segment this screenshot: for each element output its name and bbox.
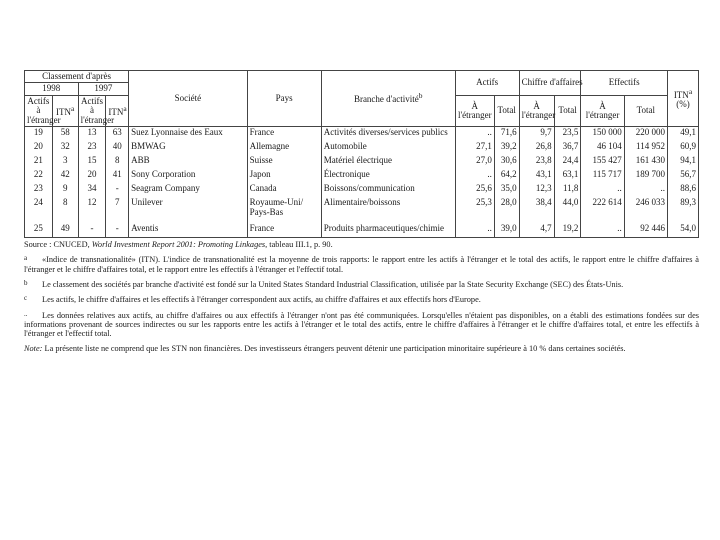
cell-eff-total: 246 033 <box>624 197 667 223</box>
cell-actifs-total: 39,0 <box>494 223 519 238</box>
cell-branche: Activités diverses/services publics <box>321 127 455 142</box>
cell-eff-total: 92 446 <box>624 223 667 238</box>
cell-itn-rank-1997: 41 <box>106 169 129 183</box>
cell-pays: Suisse <box>247 155 321 169</box>
cell-itn: 49,1 <box>667 127 698 142</box>
footnotes <box>24 240 699 354</box>
cell-rank-1998: 25 <box>25 223 53 238</box>
cell-rank-1997: 12 <box>78 197 106 223</box>
table-row <box>25 169 699 183</box>
cell-societe: Suez Lyonnaise des Eaux <box>129 127 248 142</box>
itn-label: ITN <box>108 106 124 117</box>
cell-eff-etranger: 46 104 <box>581 141 624 155</box>
cell-branche: Boissons/communication <box>321 183 455 197</box>
cell-societe: Sony Corporation <box>129 169 248 183</box>
header-year-1997: 1997 <box>78 83 129 95</box>
cell-rank-1998: 23 <box>25 183 53 197</box>
header-ca-total: Total <box>554 95 581 126</box>
cell-ca-etranger: 26,8 <box>519 141 554 155</box>
cell-eff-etranger: .. <box>581 223 624 238</box>
footnote-b <box>24 280 699 289</box>
cell-eff-total: 189 700 <box>624 169 667 183</box>
header-branche-label: Branche d'activité <box>353 94 419 105</box>
footnote-a <box>24 255 699 274</box>
source-title: World Investment Report 2001: Promoting Linkages <box>91 240 266 250</box>
cell-actifs-total: 71,6 <box>494 127 519 142</box>
transnational-table <box>24 70 699 238</box>
source-line <box>24 240 699 249</box>
cell-ca-etranger: 4,7 <box>519 223 554 238</box>
cell-actifs-etranger: 27,0 <box>455 155 494 169</box>
cell-eff-total: 220 000 <box>624 127 667 142</box>
cell-branche: Matériel électrique <box>321 155 455 169</box>
cell-pays: Royaume-Uni/ Pays-Bas <box>247 197 321 223</box>
cell-branche: Automobile <box>321 141 455 155</box>
header-branche <box>321 71 455 127</box>
cell-branche: Électronique <box>321 169 455 183</box>
header-year-1998: 1998 <box>25 83 79 95</box>
header-itn-pct <box>667 71 698 127</box>
cell-actifs-etranger: .. <box>455 223 494 238</box>
header-effectifs: Effectifs <box>581 71 668 96</box>
footnote-c <box>24 295 699 304</box>
header-branche-sup: b <box>418 91 423 101</box>
table-row <box>25 141 699 155</box>
cell-pays: France <box>247 223 321 238</box>
cell-societe: Seagram Company <box>129 183 248 197</box>
cell-eff-etranger: 150 000 <box>581 127 624 142</box>
cell-itn: 94,1 <box>667 155 698 169</box>
cell-ca-etranger: 12,3 <box>519 183 554 197</box>
cell-rank-1997: 20 <box>78 169 106 183</box>
header-actifs-etranger: À l'étranger <box>455 95 494 126</box>
cell-actifs-total: 30,6 <box>494 155 519 169</box>
header-eff-etranger: À l'étranger <box>581 95 624 126</box>
cell-actifs-etranger: 25,6 <box>455 183 494 197</box>
cell-itn-rank-1998: 58 <box>52 127 78 142</box>
cell-itn-rank-1997: 7 <box>106 197 129 223</box>
cell-ca-etranger: 38,4 <box>519 197 554 223</box>
header-actifs-etranger-1998: Actifs à l'étranger <box>25 95 53 126</box>
cell-ca-total: 19,2 <box>554 223 581 238</box>
cell-ca-total: 23,5 <box>554 127 581 142</box>
table-row <box>25 127 699 142</box>
cell-ca-total: 63,1 <box>554 169 581 183</box>
cell-rank-1997: 13 <box>78 127 106 142</box>
footnote-b-mark: b <box>24 279 28 288</box>
cell-rank-1998: 20 <box>25 141 53 155</box>
cell-eff-etranger: .. <box>581 183 624 197</box>
header-pays: Pays <box>247 71 321 127</box>
footnote-a-text: «Indice de transnationalité» (ITN). L'indice de transnationalité est la moyenne de trois rapports: le rapport entre les actifs à l'étranger et le total des actifs, le rapport entre le chiffre d'affaires à l'étranger et le chiffre d'affaires total, et le rapport entre les effectifs à l'étranger et l'effectif total. <box>24 255 699 274</box>
cell-actifs-etranger: 25,3 <box>455 197 494 223</box>
cell-societe: ABB <box>129 155 248 169</box>
cell-itn-rank-1998: 32 <box>52 141 78 155</box>
cell-pays: Japon <box>247 169 321 183</box>
cell-ca-etranger: 23,8 <box>519 155 554 169</box>
cell-rank-1997: 15 <box>78 155 106 169</box>
cell-rank-1998: 19 <box>25 127 53 142</box>
itn-sup: a <box>71 103 75 113</box>
cell-societe: Aventis <box>129 223 248 238</box>
note-label: Note: <box>24 344 43 354</box>
cell-rank-1997: 23 <box>78 141 106 155</box>
source-suffix: , tableau III.1, p. 90. <box>265 240 333 250</box>
header-chiffre: Chiffre d'affaires <box>519 71 581 96</box>
footnote-d <box>24 311 699 339</box>
cell-actifs-total: 35,0 <box>494 183 519 197</box>
header-itn-unit: (%) <box>676 99 690 110</box>
cell-actifs-etranger: .. <box>455 127 494 142</box>
footnote-a-mark: a <box>24 254 28 263</box>
cell-ca-etranger: 43,1 <box>519 169 554 183</box>
cell-itn: 89,3 <box>667 197 698 223</box>
cell-itn: 88,6 <box>667 183 698 197</box>
cell-actifs-etranger: .. <box>455 169 494 183</box>
cell-societe: Unilever <box>129 197 248 223</box>
cell-ca-total: 36,7 <box>554 141 581 155</box>
cell-rank-1998: 22 <box>25 169 53 183</box>
footnote-c-mark: c <box>24 294 28 303</box>
cell-actifs-total: 28,0 <box>494 197 519 223</box>
cell-eff-total: .. <box>624 183 667 197</box>
note-text: La présente liste ne comprend que les STN non financières. Des investisseurs étrangers peuvent détenir une participation minoritaire supérieure à 10 % dans certaines sociétés. <box>42 344 626 354</box>
header-ca-etranger: À l'étranger <box>519 95 554 126</box>
cell-rank-1997: - <box>78 223 106 238</box>
cell-eff-total: 114 952 <box>624 141 667 155</box>
cell-eff-etranger: 115 717 <box>581 169 624 183</box>
cell-branche: Alimentaire/boissons <box>321 197 455 223</box>
footnote-b-text: Le classement des sociétés par branche d'activité est fondé sur la United States Standard Industrial Classification, utilisée par la State Security Exchange (SEC) des États-Unis. <box>42 280 624 290</box>
header-actifs: Actifs <box>455 71 519 96</box>
cell-pays: France <box>247 127 321 142</box>
cell-itn: 56,7 <box>667 169 698 183</box>
cell-rank-1998: 24 <box>25 197 53 223</box>
cell-itn-rank-1997: - <box>106 183 129 197</box>
cell-branche: Produits pharmaceutiques/chimie <box>321 223 455 238</box>
footnote-c-text: Les actifs, le chiffre d'affaires et les effectifs à l'étranger correspondent aux actifs, au chiffre d'affaires et aux effectifs hors d'Europe. <box>42 295 481 305</box>
cell-eff-etranger: 155 427 <box>581 155 624 169</box>
cell-itn-rank-1998: 8 <box>52 197 78 223</box>
cell-itn-rank-1998: 3 <box>52 155 78 169</box>
cell-pays: Allemagne <box>247 141 321 155</box>
cell-itn-rank-1998: 9 <box>52 183 78 197</box>
cell-itn-rank-1997: - <box>106 223 129 238</box>
cell-rank-1998: 21 <box>25 155 53 169</box>
footnote-d-mark: .. <box>24 309 28 318</box>
itn-sup: a <box>123 103 127 113</box>
cell-societe: BMWAG <box>129 141 248 155</box>
header-itn-label: ITN <box>673 89 689 100</box>
cell-ca-total: 11,8 <box>554 183 581 197</box>
itn-label: ITN <box>56 106 72 117</box>
cell-itn-rank-1997: 8 <box>106 155 129 169</box>
table-row <box>25 197 699 223</box>
header-itn-sup: a <box>688 86 693 96</box>
footnote-d-text: Les données relatives aux actifs, au chiffre d'affaires ou aux effectifs à l'étranger n'ont pas été communiquées. Lorsqu'elles n'étaient pas disponibles, on a établi des estimations fondées sur des informations provenant de sources indirectes ou sur les rapports entre les actifs à l'étranger et le total des actifs, entre le chiffre d'affaires à l'étranger et le chiffre d'affaires total, et entre les effectifs à l'étranger et l'effectif total. <box>24 310 699 339</box>
cell-pays: Canada <box>247 183 321 197</box>
cell-ca-total: 44,0 <box>554 197 581 223</box>
header-eff-total: Total <box>624 95 667 126</box>
cell-ca-total: 24,4 <box>554 155 581 169</box>
cell-rank-1997: 34 <box>78 183 106 197</box>
cell-itn-rank-1997: 40 <box>106 141 129 155</box>
document-page <box>24 70 699 360</box>
cell-itn-rank-1998: 42 <box>52 169 78 183</box>
cell-itn-rank-1998: 49 <box>52 223 78 238</box>
cell-actifs-total: 64,2 <box>494 169 519 183</box>
note <box>24 344 699 353</box>
cell-actifs-total: 39,2 <box>494 141 519 155</box>
header-classement: Classement d'après <box>25 71 129 83</box>
table-row <box>25 183 699 197</box>
cell-actifs-etranger: 27,1 <box>455 141 494 155</box>
cell-itn: 60,9 <box>667 141 698 155</box>
cell-eff-etranger: 222 614 <box>581 197 624 223</box>
source-prefix: Source : CNUCED, <box>24 240 92 250</box>
cell-eff-total: 161 430 <box>624 155 667 169</box>
table-row <box>25 223 699 238</box>
cell-itn-rank-1997: 63 <box>106 127 129 142</box>
cell-itn: 54,0 <box>667 223 698 238</box>
cell-ca-etranger: 9,7 <box>519 127 554 142</box>
header-actifs-etranger-1997: Actifs à l'étranger <box>78 95 106 126</box>
table-row <box>25 155 699 169</box>
header-societe: Société <box>129 71 248 127</box>
header-actifs-total: Total <box>494 95 519 126</box>
